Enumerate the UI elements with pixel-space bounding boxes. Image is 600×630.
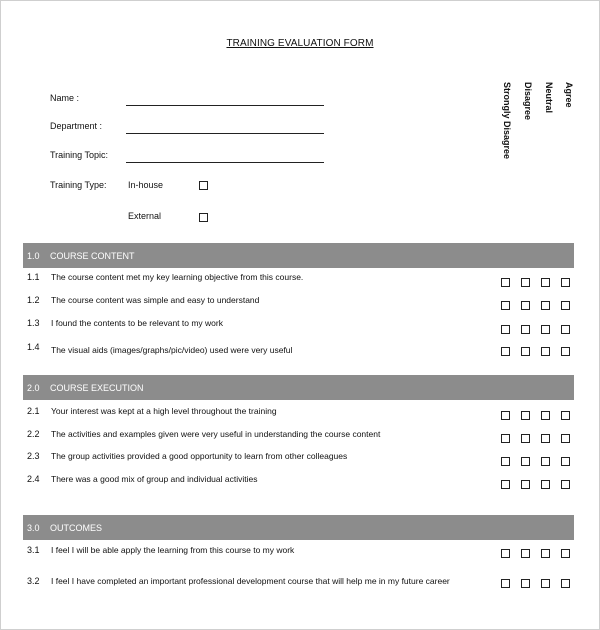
question-text: The group activities provided a good opportunity to learn from other colleagues [51,451,348,461]
rating-checkbox-agree[interactable] [561,325,570,334]
question-row [0,429,600,443]
question-row [0,406,600,420]
name-label: Name : [50,93,80,103]
question-number: 1.1 [27,272,40,282]
question-text: There was a good mix of group and individual activities [51,474,258,484]
rating-checkbox-neutral[interactable] [541,434,550,443]
training-topic-label: Training Topic: [50,150,109,160]
rating-checkbox-disagree[interactable] [521,411,530,420]
rating-checkbox-strongly-disagree[interactable] [501,434,510,443]
rating-checkbox-disagree[interactable] [521,325,530,334]
section-title: OUTCOMES [50,523,103,533]
rating-checkbox-strongly-disagree[interactable] [501,347,510,356]
question-number: 1.4 [27,342,40,352]
section-number: 3.0 [27,523,40,533]
rating-checkbox-agree[interactable] [561,278,570,287]
rating-checkbox-neutral[interactable] [541,411,550,420]
rating-checkbox-agree[interactable] [561,347,570,356]
rating-checkbox-disagree[interactable] [521,347,530,356]
question-number: 2.2 [27,429,40,439]
rating-checkbox-agree[interactable] [561,480,570,489]
rating-checkbox-agree[interactable] [561,434,570,443]
question-row [0,272,600,286]
rating-checkbox-disagree[interactable] [521,579,530,588]
section-title: COURSE CONTENT [50,251,135,261]
question-row [0,343,600,357]
rating-checkbox-strongly-disagree[interactable] [501,457,510,466]
rating-header-neutral: Neutral [544,82,554,114]
rating-checkbox-neutral[interactable] [541,457,550,466]
question-row [0,545,600,559]
section-header-course-execution [23,375,574,400]
rating-checkbox-strongly-disagree[interactable] [501,579,510,588]
inhouse-label: In-house [128,180,164,190]
question-number: 3.1 [27,545,40,555]
question-row [0,295,600,309]
rating-checkbox-disagree[interactable] [521,434,530,443]
training-type-label: Training Type: [50,180,107,190]
question-text: I feel I have completed an important professional development course that will help me in my future career [51,576,450,586]
rating-header-disagree: Disagree [523,82,533,121]
question-text: The visual aids (images/graphs/pic/video) used were very useful [51,345,293,355]
question-row [0,576,600,590]
section-title: COURSE EXECUTION [50,383,144,393]
question-text: The activities and examples given were very useful in understanding the course content [51,429,381,439]
section-number: 2.0 [27,383,40,393]
name-field[interactable] [126,105,324,106]
rating-checkbox-strongly-disagree[interactable] [501,325,510,334]
rating-checkbox-neutral[interactable] [541,325,550,334]
rating-checkbox-neutral[interactable] [541,347,550,356]
section-header-outcomes [23,515,574,540]
rating-checkbox-disagree[interactable] [521,301,530,310]
rating-checkbox-neutral[interactable] [541,301,550,310]
department-field[interactable] [126,133,324,134]
rating-checkbox-strongly-disagree[interactable] [501,301,510,310]
rating-checkbox-disagree[interactable] [521,278,530,287]
external-checkbox[interactable] [199,213,208,222]
question-number: 2.1 [27,406,40,416]
section-header-course-content [23,243,574,268]
rating-checkbox-neutral[interactable] [541,278,550,287]
external-label: External [128,211,162,221]
rating-header-strongly-disagree: Strongly Disagree [502,82,512,160]
rating-checkbox-strongly-disagree[interactable] [501,411,510,420]
rating-checkbox-agree[interactable] [561,579,570,588]
question-text: Your interest was kept at a high level throughout the training [51,406,277,416]
rating-checkbox-strongly-disagree[interactable] [501,549,510,558]
rating-checkbox-agree[interactable] [561,457,570,466]
rating-checkbox-neutral[interactable] [541,579,550,588]
rating-checkbox-neutral[interactable] [541,480,550,489]
question-text: I feel I will be able apply the learning from this course to my work [51,545,295,555]
inhouse-checkbox[interactable] [199,181,208,190]
rating-checkbox-strongly-disagree[interactable] [501,278,510,287]
training-topic-field[interactable] [126,162,324,163]
rating-checkbox-neutral[interactable] [541,549,550,558]
department-label: Department : [50,121,103,131]
question-row [0,474,600,488]
rating-checkbox-disagree[interactable] [521,480,530,489]
rating-checkbox-disagree[interactable] [521,457,530,466]
question-number: 1.2 [27,295,40,305]
question-row [0,318,600,332]
question-number: 3.2 [27,576,40,586]
question-text: The course content met my key learning objective from this course. [51,272,304,282]
rating-checkbox-disagree[interactable] [521,549,530,558]
form-title: TRAINING EVALUATION FORM [226,38,374,49]
question-text: The course content was simple and easy to understand [51,295,260,305]
question-row [0,451,600,465]
rating-header-agree: Agree [564,82,574,108]
question-text: I found the contents to be relevant to my work [51,318,223,328]
question-number: 2.3 [27,451,40,461]
rating-checkbox-agree[interactable] [561,549,570,558]
section-number: 1.0 [27,251,40,261]
question-number: 2.4 [27,474,40,484]
rating-checkbox-strongly-disagree[interactable] [501,480,510,489]
question-number: 1.3 [27,318,40,328]
rating-checkbox-agree[interactable] [561,301,570,310]
rating-checkbox-agree[interactable] [561,411,570,420]
